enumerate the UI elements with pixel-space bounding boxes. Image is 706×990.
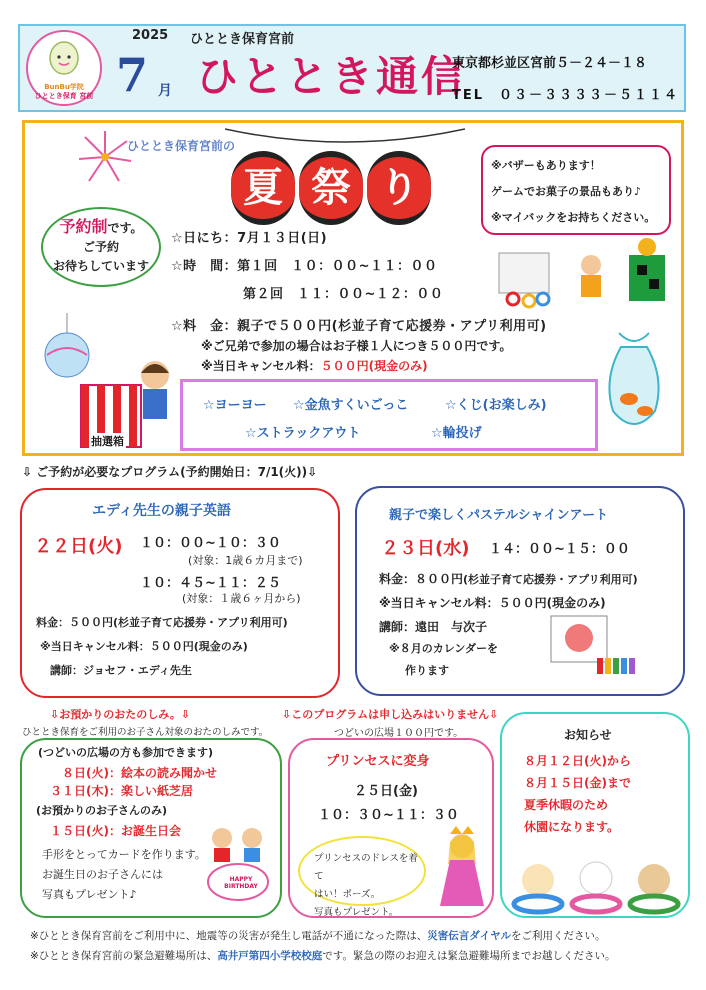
- notice-title: お知らせ: [564, 728, 612, 742]
- princess-d3: 写真もプレゼント。: [314, 907, 399, 918]
- strike-out-board-icon: [625, 235, 669, 305]
- eddie-title: エディ先生の親子英語: [92, 503, 231, 519]
- goldfish-bag-illustration: [599, 329, 669, 439]
- cake-text: HAPPY BIRTHDAY: [224, 876, 258, 890]
- princess-sub: つどいの広場１００円です。: [334, 728, 464, 739]
- princess-card: [288, 738, 494, 918]
- festival-date: ☆日にち：7月１３日(日): [171, 231, 328, 246]
- reserve-big: 予約制: [59, 217, 108, 236]
- festival-fee: ☆料 金：親子で５００円(杉並子育て応援券・アプリ利用可): [171, 319, 547, 334]
- event-birthday: １５日(火)：お誕生日会: [50, 824, 181, 838]
- logo-text: BunBu学院: [44, 83, 84, 91]
- pastel-title: 親子で楽しくパステルシャインアート: [389, 508, 609, 523]
- pastel-fee-label: 料金：８００円: [379, 572, 464, 586]
- eddie-fee: 料金：５００円(杉並子育て応援券・アプリ利用可): [36, 616, 288, 629]
- telephone: TEL ０３－３３３３－５１１４: [452, 88, 680, 103]
- pastel-fee-note: (杉並子育て応援券・アプリ利用可): [463, 573, 638, 586]
- header-banner: [18, 24, 686, 112]
- princess-time: １０：３０~１１：３０: [318, 808, 459, 823]
- sibling-note: ※ご兄弟で参加の場合はお子様１人につき５００円です。: [201, 339, 512, 353]
- activity-goldfish: ☆金魚すくいごっこ: [293, 398, 409, 413]
- fireworks-icon: [75, 127, 135, 187]
- birthday-cake-illustration: [202, 812, 276, 908]
- princess-title: プリンセスに変身: [326, 754, 430, 769]
- ring-toss-illustration: [493, 243, 613, 313]
- footer-text: をご利用ください。: [510, 930, 606, 942]
- otanoshimi-l1: (つどいの広場の方も参加できます): [38, 746, 214, 759]
- otanoshimi-d2: お誕生日のお子さんには: [42, 868, 163, 881]
- notice-l1: ８月１２日(火)から: [524, 754, 631, 768]
- cancel-label: ※当日キャンセル料：: [201, 359, 321, 373]
- pastel-note-2: 作ります: [405, 664, 449, 677]
- month-suffix: 月: [158, 83, 172, 99]
- event-kamishibai: ３１日(木)：楽しい紙芝居: [50, 784, 193, 798]
- pastel-fee: [379, 570, 638, 587]
- princess-illustration: [436, 824, 488, 910]
- programs-header: ⇩ ご予約が必要なプログラム(予約開始日：7/1(火))⇩: [22, 465, 318, 479]
- year: 2025: [132, 28, 169, 43]
- notice-card: [500, 712, 690, 918]
- princess-d2: はい！ポーズ。: [314, 889, 381, 900]
- footer-disaster-note: [30, 928, 605, 943]
- festival-time-2: 第２回 １１：００~１２：００: [243, 287, 444, 302]
- summer-festival-section: [22, 120, 684, 456]
- pastel-art-card: [355, 486, 685, 696]
- otanoshimi-card: [20, 738, 282, 918]
- nursery-name: ひととき保育宮前: [190, 32, 295, 47]
- pastel-date: ２３日(水): [381, 538, 470, 559]
- footer-evacuation-note: [30, 948, 615, 963]
- address: 東京都杉並区宮前５－２４－１８: [452, 56, 648, 71]
- bazaar-line: ゲームでお菓子の景品もあり♪: [491, 185, 642, 198]
- bazaar-line: ※バザーもあります！: [491, 159, 601, 172]
- activities-box: [180, 379, 598, 451]
- reservation-badge: [41, 207, 161, 287]
- reserve-rest: です。: [107, 221, 143, 235]
- footer-text: ※ひととき保育宮前をご利用中に、地震等の災害が発生し電話が不通になった際は、: [30, 930, 428, 942]
- eddie-target-2: (対象：１歳６ヶ月から): [182, 592, 301, 605]
- princess-d1: プリンセスのドレスを着て: [314, 853, 418, 882]
- notice-l3: 夏季休暇のため: [524, 798, 609, 812]
- notice-l2: ８月１５日(金)まで: [524, 776, 631, 790]
- festival-time-1: ☆時 間：第１回 １０：００~１１：００: [171, 259, 438, 274]
- pastel-teacher: 講師：遠田 与次子: [379, 620, 488, 634]
- eddie-cancel: ※当日キャンセル料：５００円(現金のみ): [40, 640, 248, 653]
- activity-yoyo: ☆ヨーヨー: [203, 398, 267, 413]
- princess-note: [298, 836, 426, 918]
- princess-header: ⇩このプログラムは申し込みはいりません⇩: [282, 708, 499, 721]
- eddie-time-2: １０：４５~１１：２５: [140, 576, 281, 591]
- activity-ring-toss: ☆輪投げ: [431, 426, 482, 441]
- footer-text: ※ひととき保育宮前の緊急避難場所は、: [30, 950, 218, 962]
- activity-lottery: ☆くじ(お楽しみ): [445, 398, 547, 413]
- cancel-value: ５００円(現金のみ): [320, 359, 428, 373]
- eddie-time-1: １０：００~１０：３０: [140, 536, 281, 551]
- otanoshimi-d1: 手形をとってカードを作ります。: [42, 848, 206, 861]
- reserve-line: お待ちしています: [52, 259, 149, 273]
- footer-highlight: 高井戸第四小学校校庭: [217, 950, 323, 962]
- otanoshimi-l2: (お預かりのお子さんのみ): [36, 804, 168, 817]
- logo-text: ひととき保育 宮前: [34, 92, 94, 100]
- pastel-time: １４：００~１５：００: [489, 542, 630, 557]
- lottery-box-label: 抽選箱: [91, 435, 124, 448]
- month-number: 7: [116, 48, 149, 102]
- pastel-cancel: ※当日キャンセル料：５００円(現金のみ): [379, 596, 606, 610]
- otanoshimi-header: ⇩お預かりのおたのしみ。⇩: [50, 708, 191, 721]
- festival-subtitle: ひととき保育宮前の: [127, 139, 236, 153]
- eddie-english-card: [20, 488, 340, 698]
- bazaar-note: [481, 145, 671, 235]
- newsletter-title: ひととき通信: [196, 52, 467, 101]
- eddie-date: ２２日(火): [34, 536, 123, 557]
- event-picturebook: ８日(火)：絵本の読み聞かせ: [62, 766, 217, 780]
- activity-strikeout: ☆ストラックアウト: [245, 426, 361, 441]
- pastel-note-1: ※８月のカレンダーを: [389, 642, 498, 655]
- otanoshimi-d3: 写真もプレゼント♪: [42, 888, 137, 901]
- reserve-line: ご予約: [82, 240, 119, 254]
- footer-text: です。緊急の際のお迎えは緊急避難場所までお越しください。: [322, 950, 616, 962]
- eddie-target-1: (対象：1歳６カ月まで): [188, 554, 303, 567]
- animals-floats-illustration: [510, 854, 682, 916]
- nursery-logo: [26, 30, 102, 106]
- lantern-1: 夏: [231, 151, 295, 225]
- bazaar-line: ※マイバックをお持ちください。: [491, 211, 656, 224]
- eddie-teacher: 講師：ジョセフ・エディ先生: [50, 664, 192, 677]
- notice-l4: 休園になります。: [524, 820, 620, 834]
- footer-highlight: 災害伝言ダイヤル: [427, 930, 511, 942]
- festival-cancel: [201, 357, 428, 374]
- otanoshimi-sub: ひととき保育をご利用のお子さん対象のおたのしみです。: [22, 727, 269, 738]
- lantern-3: り: [367, 151, 431, 225]
- princess-date: ２５日(金): [354, 784, 418, 799]
- pastel-art-illustration: [549, 612, 645, 678]
- lantern-2: 祭: [299, 151, 363, 225]
